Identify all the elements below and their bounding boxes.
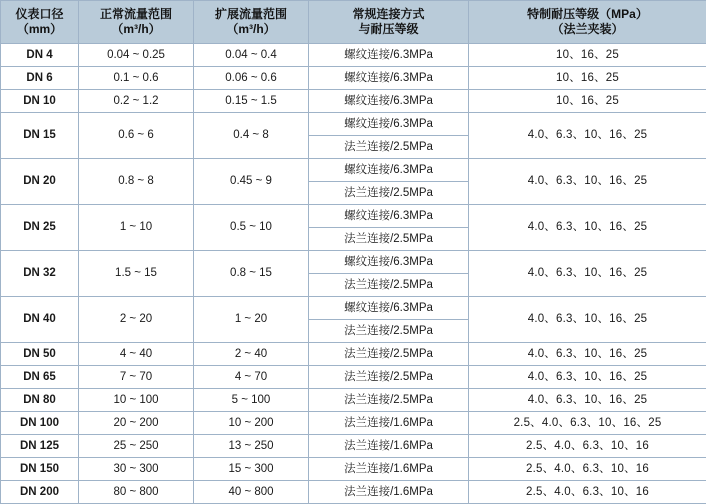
cell-meter-diameter: DN 100: [1, 412, 79, 435]
column-header-extended-flow-range: [194, 1, 309, 44]
column-header-meter-diameter: [1, 1, 79, 44]
cell-meter-diameter: DN 80: [1, 389, 79, 412]
cell-connection-type: 法兰连接/1.6MPa: [309, 481, 469, 504]
cell-normal-flow-range: 0.04 ~ 0.25: [79, 44, 194, 67]
table-row: [1, 389, 706, 412]
cell-meter-diameter: DN 15: [1, 113, 79, 159]
cell-connection-type: 螺纹连接/6.3MPa: [309, 44, 469, 67]
cell-connection-type: 法兰连接/1.6MPa: [309, 458, 469, 481]
cell-special-pressure-rating: 4.0、6.3、10、16、25: [469, 159, 706, 205]
table-row: [1, 159, 706, 182]
cell-extended-flow-range: 40 ~ 800: [194, 481, 309, 504]
cell-extended-flow-range: 2 ~ 40: [194, 343, 309, 366]
cell-extended-flow-range: 13 ~ 250: [194, 435, 309, 458]
cell-extended-flow-range: 0.4 ~ 8: [194, 113, 309, 159]
column-header-special-pressure-rating: [469, 1, 706, 44]
column-header-line: （m³/h）: [196, 22, 306, 37]
cell-special-pressure-rating: 2.5、4.0、6.3、10、16、25: [469, 412, 706, 435]
column-header-line: 特制耐压等级（MPa）: [471, 7, 704, 22]
cell-meter-diameter: DN 4: [1, 44, 79, 67]
cell-connection-type: 螺纹连接/6.3MPa: [309, 113, 469, 136]
column-header-line: （mm）: [3, 22, 76, 37]
table-row: [1, 343, 706, 366]
table-row: [1, 297, 706, 320]
cell-extended-flow-range: 0.5 ~ 10: [194, 205, 309, 251]
cell-connection-type: 法兰连接/2.5MPa: [309, 366, 469, 389]
cell-meter-diameter: DN 6: [1, 67, 79, 90]
cell-meter-diameter: DN 150: [1, 458, 79, 481]
cell-normal-flow-range: 0.6 ~ 6: [79, 113, 194, 159]
cell-connection-type: 法兰连接/2.5MPa: [309, 389, 469, 412]
table-row: [1, 113, 706, 136]
table-row: [1, 366, 706, 389]
cell-normal-flow-range: 4 ~ 40: [79, 343, 194, 366]
table-row: [1, 44, 706, 67]
cell-connection-type: 螺纹连接/6.3MPa: [309, 67, 469, 90]
column-header-line: 仪表口径: [3, 7, 76, 22]
table-header: [1, 1, 706, 44]
cell-special-pressure-rating: 2.5、4.0、6.3、10、16: [469, 481, 706, 504]
cell-normal-flow-range: 2 ~ 20: [79, 297, 194, 343]
cell-connection-type: 法兰连接/1.6MPa: [309, 412, 469, 435]
cell-meter-diameter: DN 25: [1, 205, 79, 251]
cell-normal-flow-range: 1 ~ 10: [79, 205, 194, 251]
cell-connection-type: 法兰连接/2.5MPa: [309, 274, 469, 297]
cell-connection-type: 螺纹连接/6.3MPa: [309, 297, 469, 320]
cell-special-pressure-rating: 10、16、25: [469, 44, 706, 67]
cell-connection-type: 螺纹连接/6.3MPa: [309, 205, 469, 228]
cell-special-pressure-rating: 4.0、6.3、10、16、25: [469, 366, 706, 389]
cell-connection-type: 螺纹连接/6.3MPa: [309, 90, 469, 113]
column-header-line: 正常流量范围: [81, 7, 191, 22]
cell-extended-flow-range: 5 ~ 100: [194, 389, 309, 412]
cell-normal-flow-range: 25 ~ 250: [79, 435, 194, 458]
table-row: [1, 481, 706, 504]
cell-special-pressure-rating: 2.5、4.0、6.3、10、16: [469, 435, 706, 458]
cell-normal-flow-range: 1.5 ~ 15: [79, 251, 194, 297]
column-header-line: （法兰夹装）: [471, 22, 704, 37]
cell-connection-type: 法兰连接/2.5MPa: [309, 343, 469, 366]
table-row: [1, 435, 706, 458]
cell-meter-diameter: DN 200: [1, 481, 79, 504]
cell-normal-flow-range: 0.8 ~ 8: [79, 159, 194, 205]
column-header-line: 与耐压等级: [311, 22, 466, 37]
cell-meter-diameter: DN 50: [1, 343, 79, 366]
column-header-line: 扩展流量范围: [196, 7, 306, 22]
column-header-line: （m³/h）: [81, 22, 191, 37]
cell-normal-flow-range: 20 ~ 200: [79, 412, 194, 435]
cell-extended-flow-range: 10 ~ 200: [194, 412, 309, 435]
cell-special-pressure-rating: 4.0、6.3、10、16、25: [469, 113, 706, 159]
cell-extended-flow-range: 15 ~ 300: [194, 458, 309, 481]
cell-meter-diameter: DN 65: [1, 366, 79, 389]
cell-connection-type: 法兰连接/2.5MPa: [309, 136, 469, 159]
table-row: [1, 458, 706, 481]
cell-normal-flow-range: 0.1 ~ 0.6: [79, 67, 194, 90]
cell-special-pressure-rating: 4.0、6.3、10、16、25: [469, 297, 706, 343]
cell-normal-flow-range: 30 ~ 300: [79, 458, 194, 481]
table-row: [1, 412, 706, 435]
table-header-row: [1, 1, 706, 44]
cell-connection-type: 法兰连接/1.6MPa: [309, 435, 469, 458]
cell-connection-type: 法兰连接/2.5MPa: [309, 320, 469, 343]
cell-meter-diameter: DN 40: [1, 297, 79, 343]
cell-extended-flow-range: 0.8 ~ 15: [194, 251, 309, 297]
cell-normal-flow-range: 0.2 ~ 1.2: [79, 90, 194, 113]
cell-connection-type: 法兰连接/2.5MPa: [309, 228, 469, 251]
cell-extended-flow-range: 0.45 ~ 9: [194, 159, 309, 205]
cell-extended-flow-range: 0.04 ~ 0.4: [194, 44, 309, 67]
cell-extended-flow-range: 0.15 ~ 1.5: [194, 90, 309, 113]
cell-normal-flow-range: 10 ~ 100: [79, 389, 194, 412]
table-row: [1, 67, 706, 90]
cell-special-pressure-rating: 10、16、25: [469, 90, 706, 113]
cell-connection-type: 螺纹连接/6.3MPa: [309, 251, 469, 274]
cell-normal-flow-range: 7 ~ 70: [79, 366, 194, 389]
cell-special-pressure-rating: 2.5、4.0、6.3、10、16: [469, 458, 706, 481]
cell-meter-diameter: DN 10: [1, 90, 79, 113]
cell-normal-flow-range: 80 ~ 800: [79, 481, 194, 504]
cell-special-pressure-rating: 4.0、6.3、10、16、25: [469, 389, 706, 412]
cell-special-pressure-rating: 4.0、6.3、10、16、25: [469, 205, 706, 251]
column-header-connection-and-pressure: [309, 1, 469, 44]
table-row: [1, 90, 706, 113]
cell-special-pressure-rating: 4.0、6.3、10、16、25: [469, 251, 706, 297]
cell-connection-type: 法兰连接/2.5MPa: [309, 182, 469, 205]
cell-meter-diameter: DN 125: [1, 435, 79, 458]
cell-extended-flow-range: 4 ~ 70: [194, 366, 309, 389]
cell-special-pressure-rating: 4.0、6.3、10、16、25: [469, 343, 706, 366]
table-row: [1, 251, 706, 274]
cell-connection-type: 螺纹连接/6.3MPa: [309, 159, 469, 182]
cell-meter-diameter: DN 20: [1, 159, 79, 205]
cell-extended-flow-range: 1 ~ 20: [194, 297, 309, 343]
table-row: [1, 205, 706, 228]
table-body: [1, 44, 706, 504]
column-header-normal-flow-range: [79, 1, 194, 44]
cell-extended-flow-range: 0.06 ~ 0.6: [194, 67, 309, 90]
cell-special-pressure-rating: 10、16、25: [469, 67, 706, 90]
cell-meter-diameter: DN 32: [1, 251, 79, 297]
column-header-line: 常规连接方式: [311, 7, 466, 22]
